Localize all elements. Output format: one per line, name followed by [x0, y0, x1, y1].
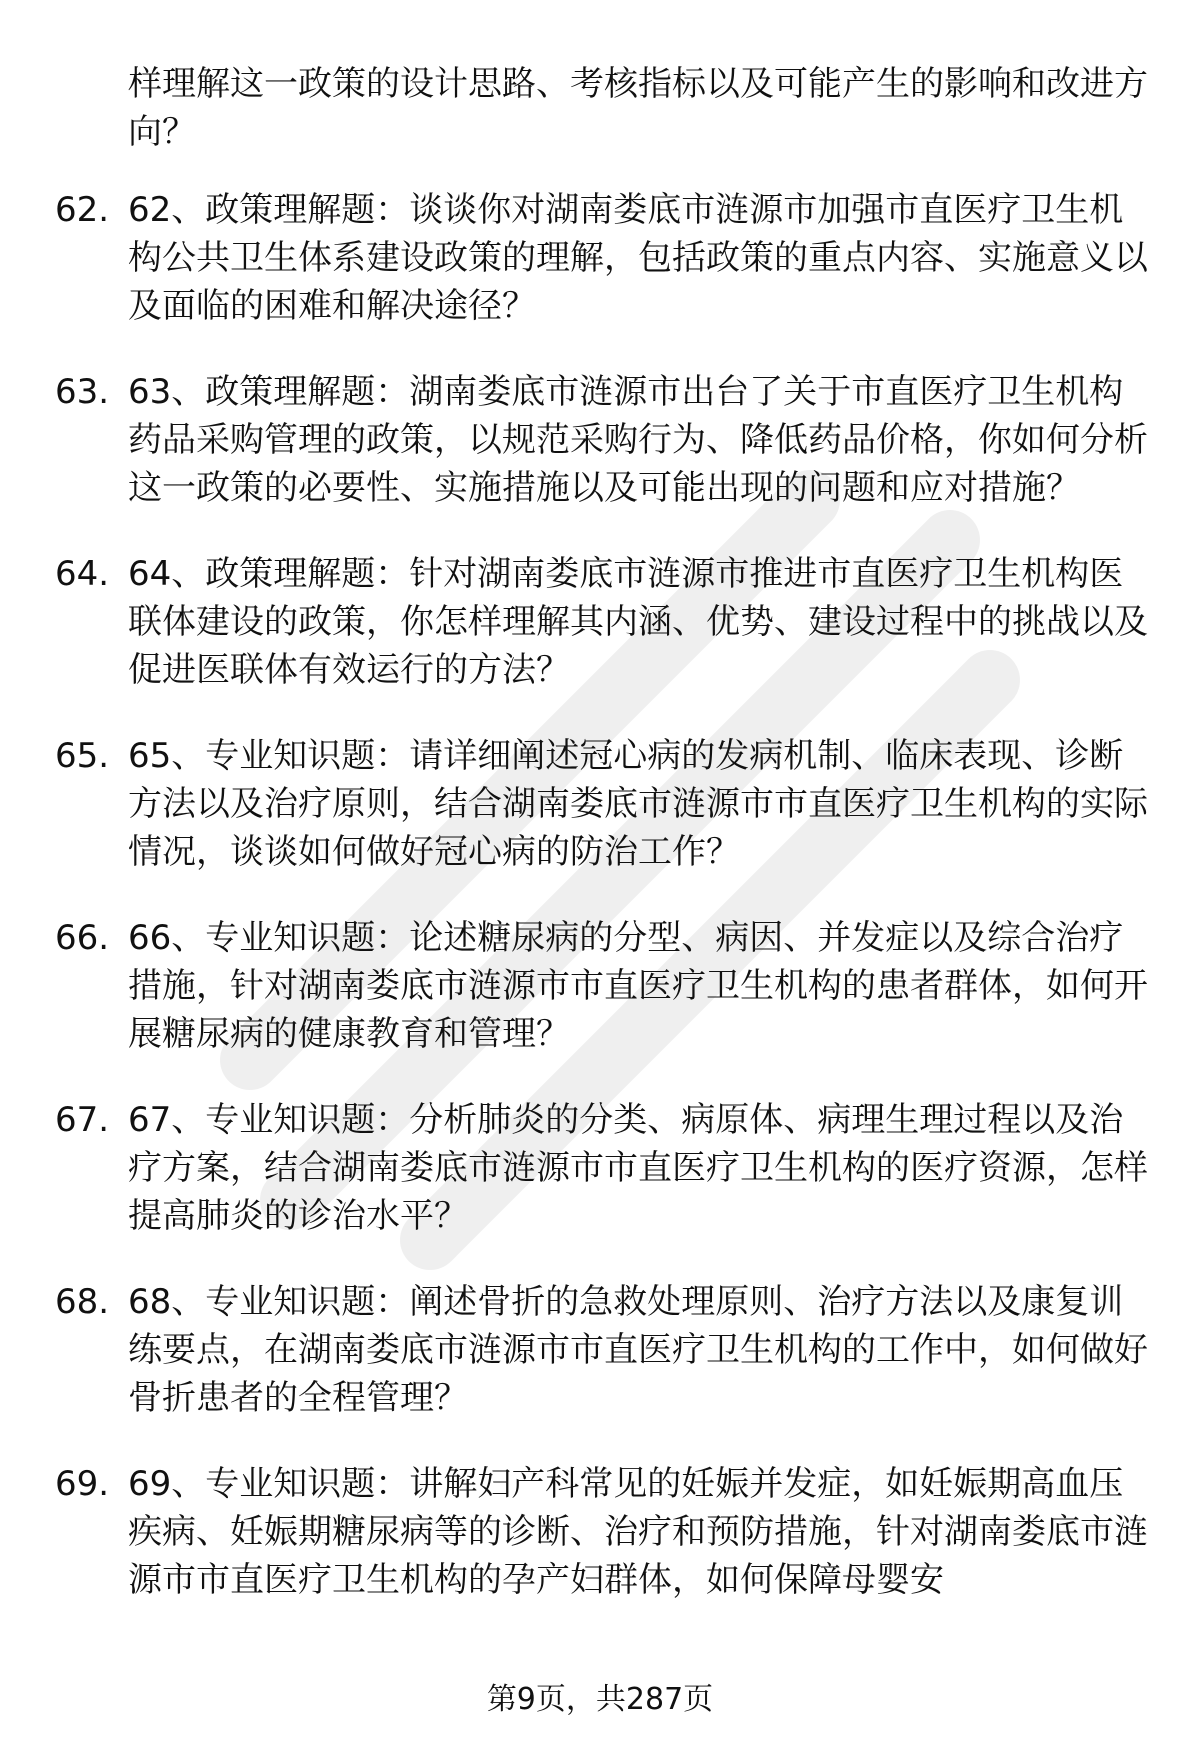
question-number: 69. [55, 1464, 110, 1504]
question-number: 65. [55, 736, 110, 776]
question-number: 68. [55, 1282, 110, 1322]
list-item [0, 1096, 1200, 1240]
question-text: 65、专业知识题：请详细阐述冠心病的发病机制、临床表现、诊断方法以及治疗原则，结合湖南娄底市涟源市市直医疗卫生机构的实际情况，谈谈如何做好冠心病的防治工作？ [128, 736, 1148, 872]
question-text: 68、专业知识题：阐述骨折的急救处理原则、治疗方法以及康复训练要点，在湖南娄底市涟源市市直医疗卫生机构的工作中，如何做好骨折患者的全程管理？ [128, 1282, 1148, 1418]
question-number: 66. [55, 918, 110, 958]
question-number: 64. [55, 554, 110, 594]
question-list [0, 186, 1200, 1642]
list-item [0, 1278, 1200, 1422]
question-text: 64、政策理解题：针对湖南娄底市涟源市推进市直医疗卫生机构医联体建设的政策，你怎样理解其内涵、优势、建设过程中的挑战以及促进医联体有效运行的方法？ [128, 554, 1148, 690]
question-text: 67、专业知识题：分析肺炎的分类、病原体、病理生理过程以及治疗方案，结合湖南娄底市涟源市市直医疗卫生机构的医疗资源，怎样提高肺炎的诊治水平？ [128, 1100, 1148, 1236]
list-item [0, 186, 1200, 330]
question-text: 63、政策理解题：湖南娄底市涟源市出台了关于市直医疗卫生机构药品采购管理的政策，以规范采购行为、降低药品价格，你如何分析这一政策的必要性、实施措施以及可能出现的问题和应对措施？ [128, 372, 1148, 508]
question-number: 67. [55, 1100, 110, 1140]
list-item [0, 368, 1200, 512]
question-number: 63. [55, 372, 110, 412]
list-item [0, 732, 1200, 876]
page-footer: 第9页，共287页 [486, 1682, 714, 1717]
question-number: 62. [55, 190, 110, 230]
continuation-text: 样理解这一政策的设计思路、考核指标以及可能产生的影响和改进方向？ [128, 64, 1148, 152]
question-text: 66、专业知识题：论述糖尿病的分型、病因、并发症以及综合治疗措施，针对湖南娄底市涟源市市直医疗卫生机构的患者群体，如何开展糖尿病的健康教育和管理？ [128, 918, 1148, 1054]
question-text: 62、政策理解题：谈谈你对湖南娄底市涟源市加强市直医疗卫生机构公共卫生体系建设政策的理解，包括政策的重点内容、实施意义以及面临的困难和解决途径？ [128, 190, 1148, 326]
list-item [0, 1460, 1200, 1604]
question-text: 69、专业知识题：讲解妇产科常见的妊娠并发症，如妊娠期高血压疾病、妊娠期糖尿病等的诊断、治疗和预防措施，针对湖南娄底市涟源市市直医疗卫生机构的孕产妇群体，如何保障母婴安 [128, 1464, 1148, 1600]
list-item [0, 550, 1200, 694]
list-item [0, 914, 1200, 1058]
